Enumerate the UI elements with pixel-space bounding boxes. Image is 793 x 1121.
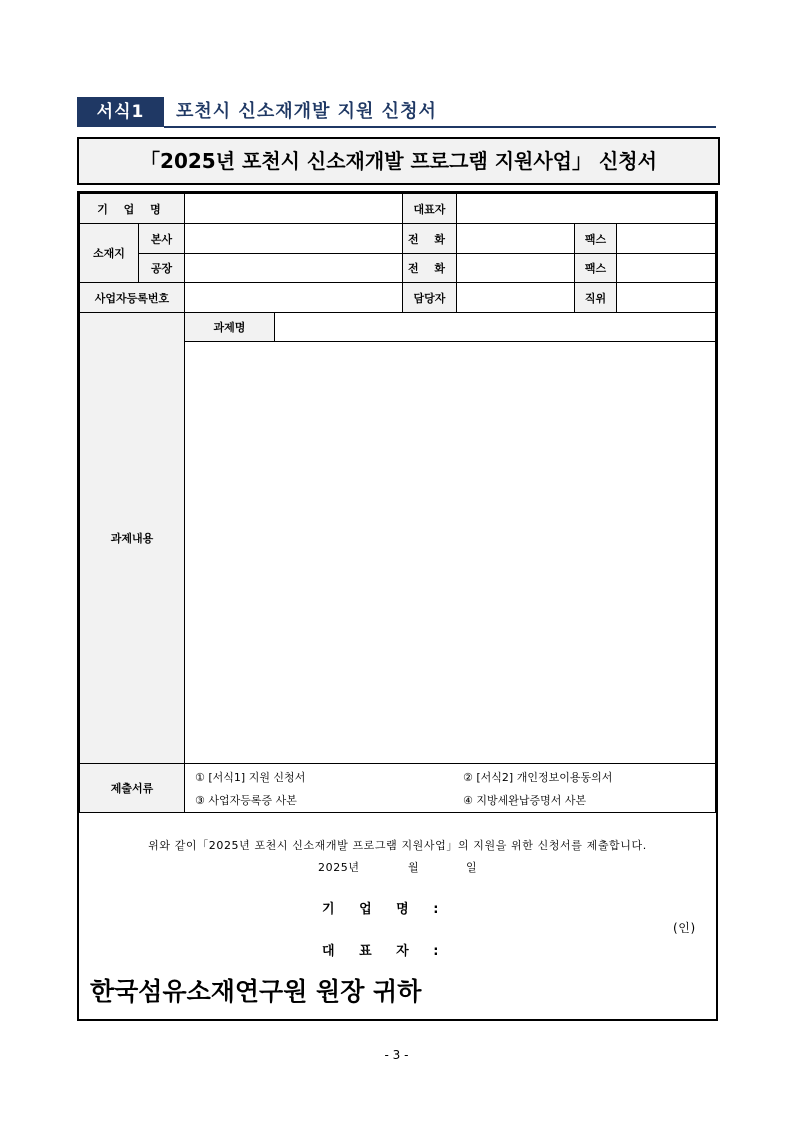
business-reg-field[interactable] (184, 282, 403, 313)
head-office-phone-field[interactable] (456, 223, 575, 254)
representative-label: 대표자 (402, 193, 457, 224)
project-name-field[interactable] (274, 312, 716, 342)
position-field[interactable] (616, 282, 716, 313)
position-label: 직위 (574, 282, 617, 313)
project-name-label: 과제명 (184, 312, 275, 342)
factory-label: 공장 (138, 253, 185, 283)
submission-doc-item: ② [서식2] 개인정보이용동의서 (463, 771, 613, 784)
head-office-fax-field[interactable] (616, 223, 716, 254)
declaration-day: 일 (466, 861, 478, 874)
factory-fax-label: 팩스 (574, 253, 617, 283)
form-title: 「2025년 포천시 신소재개발 프로그램 지원사업」 신청서 (77, 137, 720, 185)
declaration-month: 월 (408, 861, 420, 874)
project-content-label: 과제내용 (79, 312, 185, 764)
declaration-year: 2025년 (318, 861, 360, 874)
submission-doc-item: ④ 지방세완납증명서 사본 (463, 794, 587, 807)
location-label: 소재지 (79, 223, 139, 283)
factory-fax-field[interactable] (616, 253, 716, 283)
company-name-label: 기 업 명 (79, 193, 185, 224)
business-reg-label: 사업자등록번호 (79, 282, 185, 313)
factory-phone-field[interactable] (456, 253, 575, 283)
header-divider (164, 126, 716, 128)
seal-mark: (인) (673, 921, 696, 935)
factory-address-field[interactable] (184, 253, 403, 283)
head-office-fax-label: 팩스 (574, 223, 617, 254)
submission-doc-item: ① [서식1] 지원 신청서 (195, 771, 306, 784)
form-number-badge: 서식1 (77, 97, 164, 127)
representative-field[interactable] (456, 193, 716, 224)
application-form (77, 191, 718, 1021)
project-content-field[interactable] (184, 341, 716, 764)
form-heading: 포천시 신소재개발 지원 신청서 (176, 101, 437, 122)
signature-representative-line: 대 표 자 : (322, 944, 449, 959)
head-office-label: 본사 (138, 223, 185, 254)
page-number: - 3 - (384, 1048, 409, 1062)
declaration-text: 위와 같이「2025년 포천시 신소재개발 프로그램 지원사업」의 지원을 위한 신청서를 제출합니다. (148, 839, 647, 852)
signature-company-line: 기 업 명 : (322, 902, 449, 917)
submission-docs-list (184, 763, 716, 813)
submission-doc-item: ③ 사업자등록증 사본 (195, 794, 297, 807)
submission-docs-label: 제출서류 (79, 763, 185, 813)
head-office-address-field[interactable] (184, 223, 403, 254)
contact-person-label: 담당자 (402, 282, 457, 313)
recipient-line: 한국섬유소재연구원 원장 귀하 (90, 977, 422, 1006)
contact-person-field[interactable] (456, 282, 575, 313)
head-office-phone-label: 전 화 (402, 223, 457, 254)
factory-phone-label: 전 화 (402, 253, 457, 283)
company-name-field[interactable] (184, 193, 403, 224)
